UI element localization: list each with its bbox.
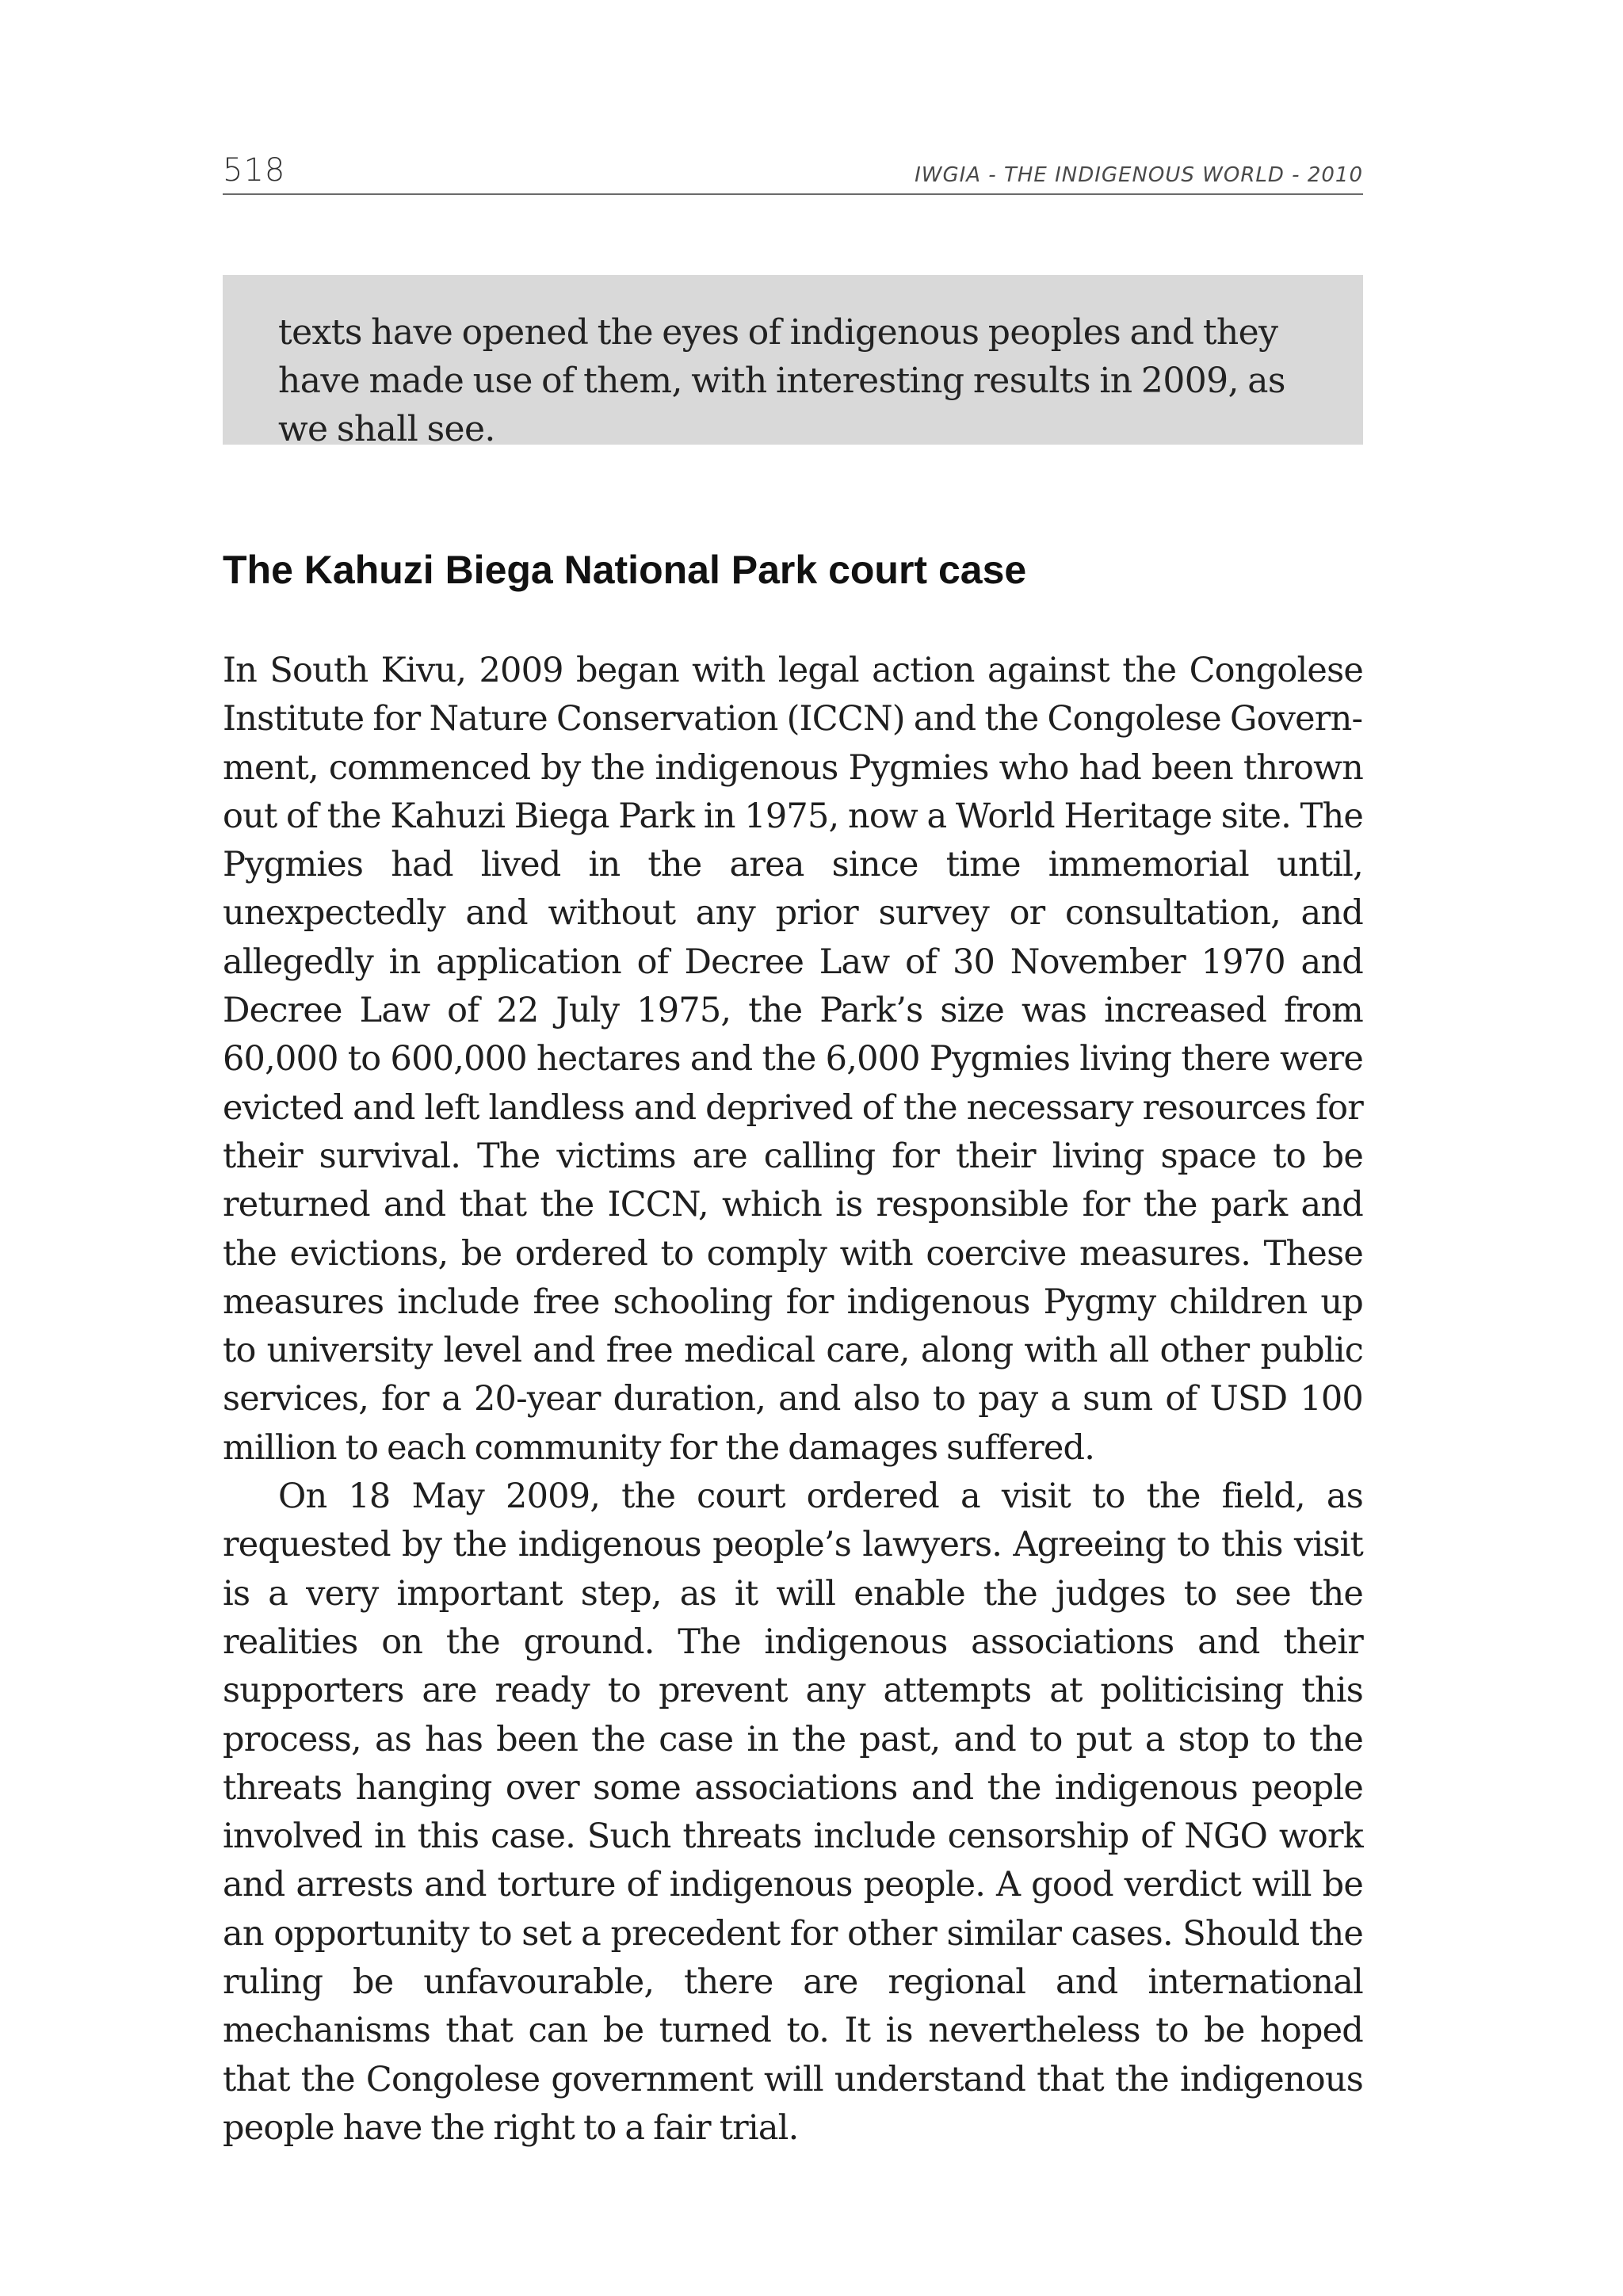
- body-paragraph-1: In South Kivu, 2009 began with legal action against the Congolese Institute for Nature Conservation (ICCN) and the Congolese Government, commenced by the indigenous Pygmies who had been thrown out of the Kahuzi Biega Park in 1975, now a World Heritage site. The Pygmies had lived in the area since time immemorial until, unexpectedly and without any prior survey or consultation, and allegedly in application of Decree Law of 30 November 1970 and Decree Law of 22 July 1975, the Park’s size was increased from 60,000 to 600,000 hectares and the 6,000 Pygmies living there were evicted and left landless and deprived of the necessary resources for their survival. The victims are calling for their living space to be returned and that the ICCN, which is responsible for the park and the evictions, be ordered to comply with coercive measures. These measures include free schooling for indigenous Pygmy children up to university level and free medical care, along with all other public services, for a 20-year duration, and also to pay a sum of USD 100 million to each community for the damages suffered.: [223, 651, 1363, 1468]
- running-title: IWGIA - THE INDIGENOUS WORLD - 2010: [915, 163, 1363, 187]
- page-number: 518: [223, 152, 286, 189]
- shaded-box-text: texts have opened the eyes of indigenous peoples and they have made use of them, with interesting results in 2009, as we shall see.: [278, 312, 1285, 449]
- running-header: [223, 149, 1363, 195]
- section-heading: The Kahuzi Biega National Park court case: [223, 548, 1027, 592]
- body-paragraph-2: On 18 May 2009, the court ordered a visit to the field, as requested by the indigenous people’s lawyers. Agreeing to this visit is a very important step, as it will enable the judges to see the realities on the ground. The indigenous associations and their supporters are ready to prevent any attempts at politicising this process, as has been the case in the past, and to put a stop to the threats hanging over some associations and the indigenous people involved in this case. Such threats include censorship of NGO work and arrests and torture of indigenous people. A good verdict will be an opportunity to set a precedent for other similar cases. Should the ruling be unfavourable, there are regional and international mechanisms that can be turned to. It is nevertheless to be hoped that the Congolese government will understand that the indigenous people have the right to a fair trial.: [223, 1477, 1363, 2148]
- body-text: [223, 647, 1363, 2153]
- shaded-text-box: [223, 275, 1363, 449]
